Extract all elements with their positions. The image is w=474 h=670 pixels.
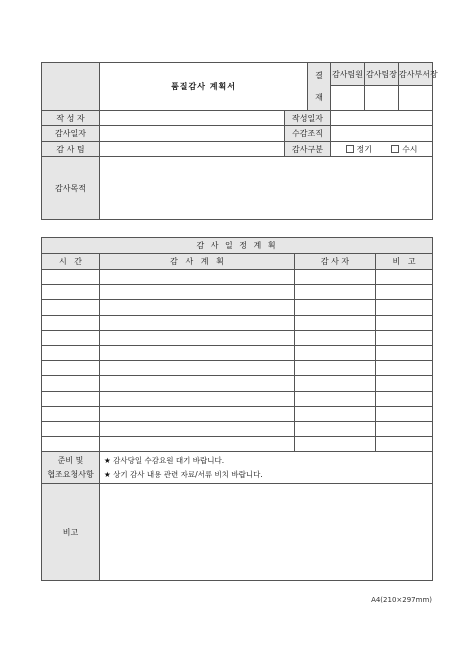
adhoc-option-label: 수시 bbox=[402, 144, 418, 154]
schedule-plan-cell[interactable] bbox=[100, 285, 295, 300]
schedule-plan-cell[interactable] bbox=[100, 421, 295, 436]
remarks-field[interactable] bbox=[100, 484, 433, 581]
schedule-title: 감 사 일 정 계 획 bbox=[42, 238, 433, 254]
schedule-plan-cell[interactable] bbox=[100, 361, 295, 376]
schedule-remark-cell[interactable] bbox=[376, 406, 433, 421]
schedule-row bbox=[42, 421, 433, 436]
schedule-auditor-cell[interactable] bbox=[295, 361, 376, 376]
schedule-plan-cell[interactable] bbox=[100, 300, 295, 315]
schedule-auditor-cell[interactable] bbox=[295, 376, 376, 391]
audited-org-field[interactable] bbox=[331, 126, 433, 142]
schedule-remark-cell[interactable] bbox=[376, 270, 433, 285]
write-date-field[interactable] bbox=[331, 111, 433, 126]
write-date-label: 작성일자 bbox=[285, 111, 331, 126]
schedule-row bbox=[42, 270, 433, 285]
schedule-remark-cell[interactable] bbox=[376, 315, 433, 330]
audit-date-field[interactable] bbox=[100, 126, 285, 142]
schedule-row bbox=[42, 361, 433, 376]
remarks-label: 비고 bbox=[42, 484, 100, 581]
logo-cell bbox=[42, 63, 100, 111]
audited-org-label: 수감조직 bbox=[285, 126, 331, 142]
schedule-time-cell[interactable] bbox=[42, 376, 100, 391]
schedule-plan-cell[interactable] bbox=[100, 330, 295, 345]
schedule-remark-cell[interactable] bbox=[376, 421, 433, 436]
col-remark: 비 고 bbox=[376, 254, 433, 270]
prep-notes bbox=[100, 452, 433, 484]
schedule-auditor-cell[interactable] bbox=[295, 315, 376, 330]
schedule-remark-cell[interactable] bbox=[376, 437, 433, 452]
regular-checkbox[interactable] bbox=[346, 145, 354, 153]
schedule-time-cell[interactable] bbox=[42, 361, 100, 376]
prep-label bbox=[42, 452, 100, 484]
col-time: 시 간 bbox=[42, 254, 100, 270]
schedule-plan-cell[interactable] bbox=[100, 270, 295, 285]
schedule-auditor-cell[interactable] bbox=[295, 300, 376, 315]
schedule-time-cell[interactable] bbox=[42, 345, 100, 360]
schedule-auditor-cell[interactable] bbox=[295, 391, 376, 406]
schedule-row bbox=[42, 437, 433, 452]
schedule-time-cell[interactable] bbox=[42, 285, 100, 300]
schedule-plan-cell[interactable] bbox=[100, 391, 295, 406]
schedule-plan-cell[interactable] bbox=[100, 406, 295, 421]
approver-header-1: 감사팀원 bbox=[331, 63, 365, 86]
schedule-auditor-cell[interactable] bbox=[295, 437, 376, 452]
approval-sign-2[interactable] bbox=[365, 86, 399, 111]
schedule-auditor-cell[interactable] bbox=[295, 345, 376, 360]
schedule-time-cell[interactable] bbox=[42, 300, 100, 315]
approval-label bbox=[308, 63, 331, 111]
paper-size-label: A4(210×297mm) bbox=[371, 596, 432, 604]
schedule-table bbox=[41, 237, 433, 581]
schedule-remark-cell[interactable] bbox=[376, 345, 433, 360]
schedule-plan-cell[interactable] bbox=[100, 437, 295, 452]
schedule-body bbox=[42, 270, 433, 452]
schedule-plan-cell[interactable] bbox=[100, 376, 295, 391]
schedule-time-cell[interactable] bbox=[42, 406, 100, 421]
schedule-remark-cell[interactable] bbox=[376, 361, 433, 376]
approval-label-2: 재 bbox=[315, 92, 323, 102]
schedule-row bbox=[42, 300, 433, 315]
prep-note-1: ★ 감사당일 수감요원 대기 바랍니다. bbox=[104, 455, 225, 465]
purpose-field[interactable] bbox=[100, 157, 433, 220]
schedule-remark-cell[interactable] bbox=[376, 330, 433, 345]
page-title: 품질감사 계획서 bbox=[100, 63, 308, 111]
schedule-auditor-cell[interactable] bbox=[295, 330, 376, 345]
schedule-row bbox=[42, 345, 433, 360]
header-table bbox=[41, 62, 438, 220]
schedule-row bbox=[42, 391, 433, 406]
adhoc-checkbox[interactable] bbox=[391, 145, 399, 153]
schedule-time-cell[interactable] bbox=[42, 421, 100, 436]
schedule-plan-cell[interactable] bbox=[100, 345, 295, 360]
schedule-auditor-cell[interactable] bbox=[295, 421, 376, 436]
approver-header-3: 감사부서장 bbox=[399, 63, 433, 86]
col-plan: 감 사 계 획 bbox=[100, 254, 295, 270]
schedule-time-cell[interactable] bbox=[42, 270, 100, 285]
approver-header-2: 감사팀장 bbox=[365, 63, 399, 86]
col-auditor: 감 사 자 bbox=[295, 254, 376, 270]
audit-team-field[interactable] bbox=[100, 142, 285, 157]
schedule-time-cell[interactable] bbox=[42, 315, 100, 330]
schedule-remark-cell[interactable] bbox=[376, 376, 433, 391]
schedule-time-cell[interactable] bbox=[42, 330, 100, 345]
regular-option-label: 정기 bbox=[356, 144, 372, 154]
approval-sign-3[interactable] bbox=[399, 86, 433, 111]
schedule-time-cell[interactable] bbox=[42, 437, 100, 452]
audit-type-field bbox=[331, 142, 433, 157]
schedule-row bbox=[42, 315, 433, 330]
writer-label: 작 성 자 bbox=[42, 111, 100, 126]
approval-label-1: 결 bbox=[315, 70, 323, 80]
audit-type-label: 감사구분 bbox=[285, 142, 331, 157]
schedule-auditor-cell[interactable] bbox=[295, 270, 376, 285]
purpose-label: 감사목적 bbox=[42, 157, 100, 220]
prep-note-2: ★ 상기 감사 내용 관련 자료/서류 비치 바랍니다. bbox=[104, 469, 263, 479]
schedule-remark-cell[interactable] bbox=[376, 391, 433, 406]
schedule-auditor-cell[interactable] bbox=[295, 285, 376, 300]
schedule-row bbox=[42, 330, 433, 345]
schedule-auditor-cell[interactable] bbox=[295, 406, 376, 421]
prep-label-line1: 준비 및 bbox=[57, 455, 84, 465]
schedule-time-cell[interactable] bbox=[42, 391, 100, 406]
schedule-row bbox=[42, 285, 433, 300]
schedule-remark-cell[interactable] bbox=[376, 300, 433, 315]
audit-team-label: 감 사 팀 bbox=[42, 142, 100, 157]
audit-date-label: 감사일자 bbox=[42, 126, 100, 142]
prep-label-line2: 협조요청사항 bbox=[47, 469, 94, 479]
schedule-row bbox=[42, 406, 433, 421]
approval-sign-1[interactable] bbox=[331, 86, 365, 111]
writer-field[interactable] bbox=[100, 111, 285, 126]
schedule-row bbox=[42, 376, 433, 391]
schedule-plan-cell[interactable] bbox=[100, 315, 295, 330]
schedule-remark-cell[interactable] bbox=[376, 285, 433, 300]
